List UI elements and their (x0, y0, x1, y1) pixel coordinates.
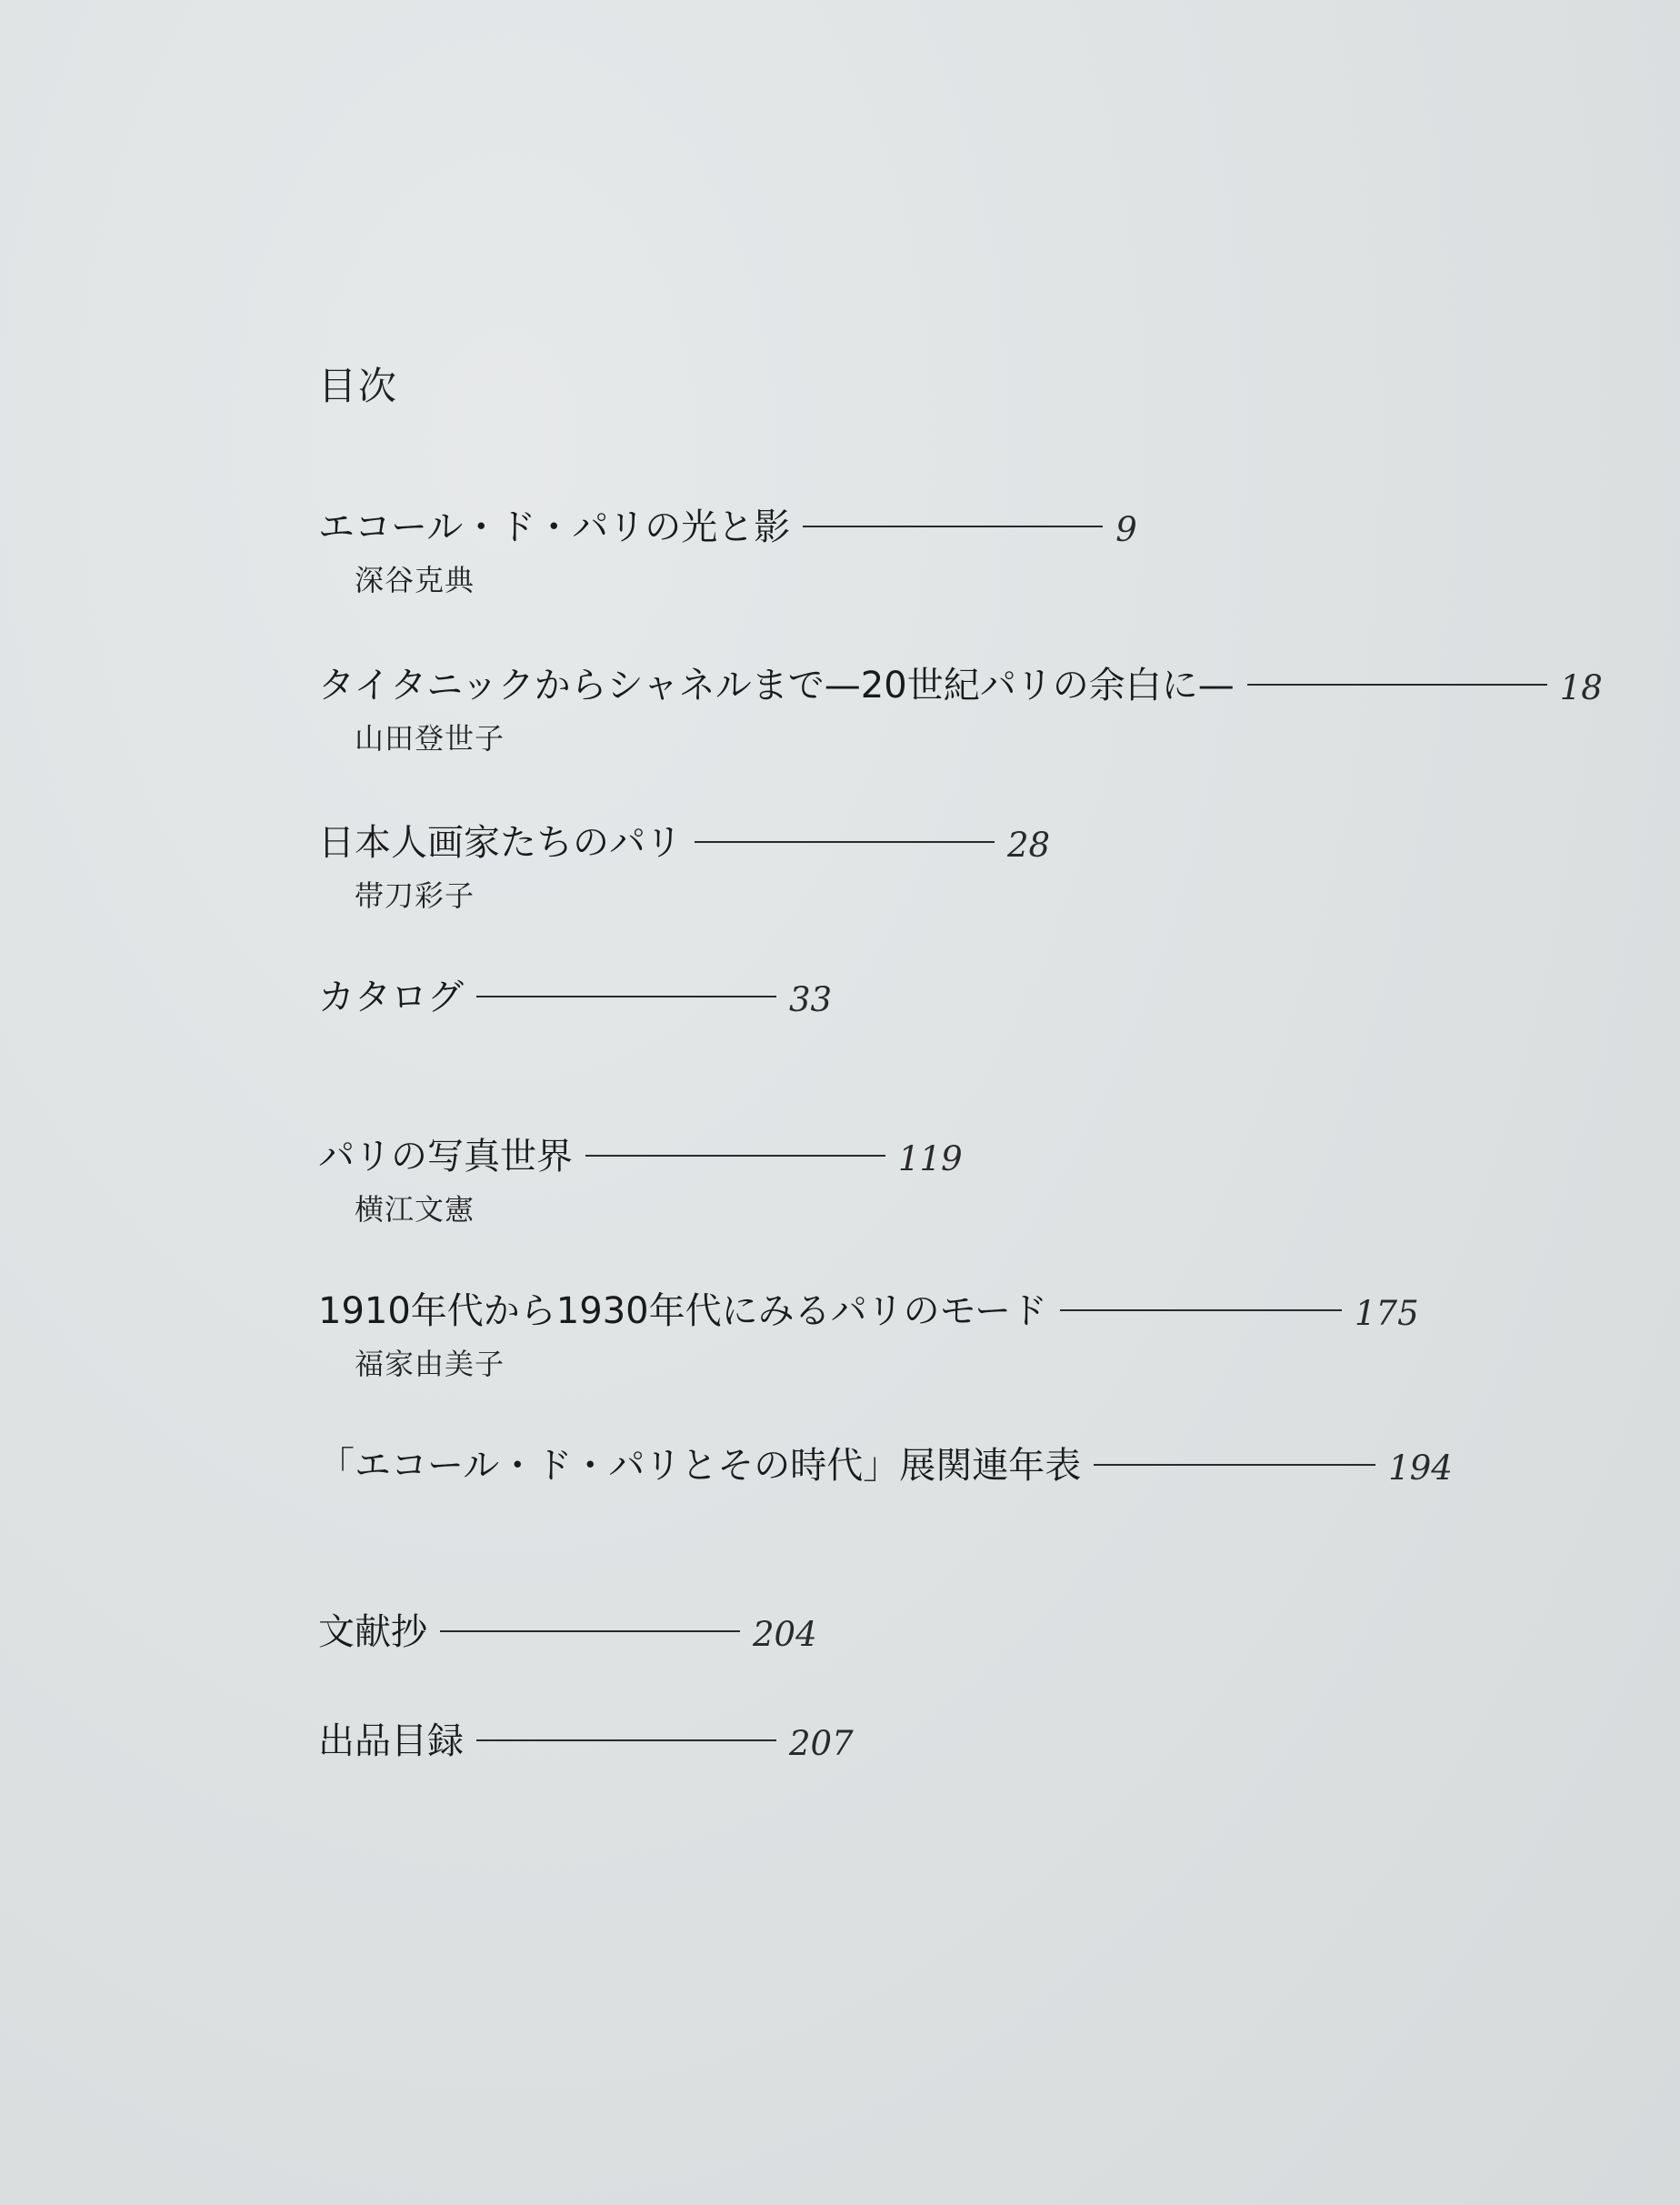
page-number: 204 (753, 1615, 817, 1654)
entry-title: 出品目録 (318, 1720, 464, 1762)
entry-title: 「エコール・ド・パリとその時代」展関連年表 (318, 1445, 1082, 1487)
entry-author: 福家由美子 (355, 1347, 505, 1381)
entry-title: パリの写真世界 (318, 1136, 573, 1178)
toc-entry (318, 814, 1050, 915)
toc-title: 目次 (318, 364, 399, 408)
entry-author: 山田登世子 (355, 721, 505, 756)
toc-entry (318, 1712, 854, 1764)
leader-line (476, 1739, 776, 1741)
entry-title: 日本人画家たちのパリ (318, 822, 682, 864)
toc-entry-line (318, 1603, 817, 1655)
toc-entry-line (318, 814, 1050, 866)
toc-entry (318, 1282, 1419, 1383)
leader-line (1094, 1464, 1375, 1466)
leader-line (1247, 684, 1547, 686)
page-number: 18 (1559, 668, 1603, 707)
leader-line (803, 526, 1103, 527)
toc-entry (318, 1437, 1453, 1488)
page-number: 207 (789, 1724, 854, 1763)
entry-title: 1910年代から1930年代にみるパリのモード (318, 1290, 1047, 1332)
toc-entry-line (318, 498, 1137, 550)
entry-author: 深谷克典 (355, 563, 475, 597)
leader-line (440, 1630, 740, 1632)
entry-title: タイタニックからシャネルまで—20世紀パリの余白に— (318, 665, 1235, 707)
toc-entry (318, 1603, 817, 1655)
entry-author: 横江文憲 (355, 1192, 475, 1227)
toc-entry-line (318, 968, 832, 1020)
page-number: 119 (898, 1139, 963, 1178)
toc-entry (318, 968, 832, 1020)
toc-entry-line (318, 1437, 1453, 1488)
toc-entry-line (318, 656, 1603, 708)
entry-title: 文献抄 (318, 1611, 427, 1653)
entry-author: 帯刀彩子 (355, 878, 475, 913)
entry-title: カタログ (318, 977, 464, 1018)
toc-entry (318, 1128, 963, 1228)
toc-entry-line (318, 1128, 963, 1179)
leader-line (695, 841, 995, 843)
leader-line (585, 1155, 885, 1157)
page-number: 33 (789, 980, 833, 1019)
page-number: 194 (1388, 1448, 1453, 1488)
toc-entry (318, 498, 1137, 599)
toc-entry (318, 656, 1603, 757)
toc-entry-line (318, 1712, 854, 1764)
page-number: 28 (1007, 826, 1051, 865)
leader-line (476, 996, 776, 997)
page-number: 175 (1355, 1294, 1419, 1333)
toc-entry-line (318, 1282, 1419, 1334)
page-number: 9 (1115, 510, 1137, 549)
leader-line (1060, 1309, 1342, 1311)
entry-title: エコール・ド・パリの光と影 (318, 506, 791, 548)
